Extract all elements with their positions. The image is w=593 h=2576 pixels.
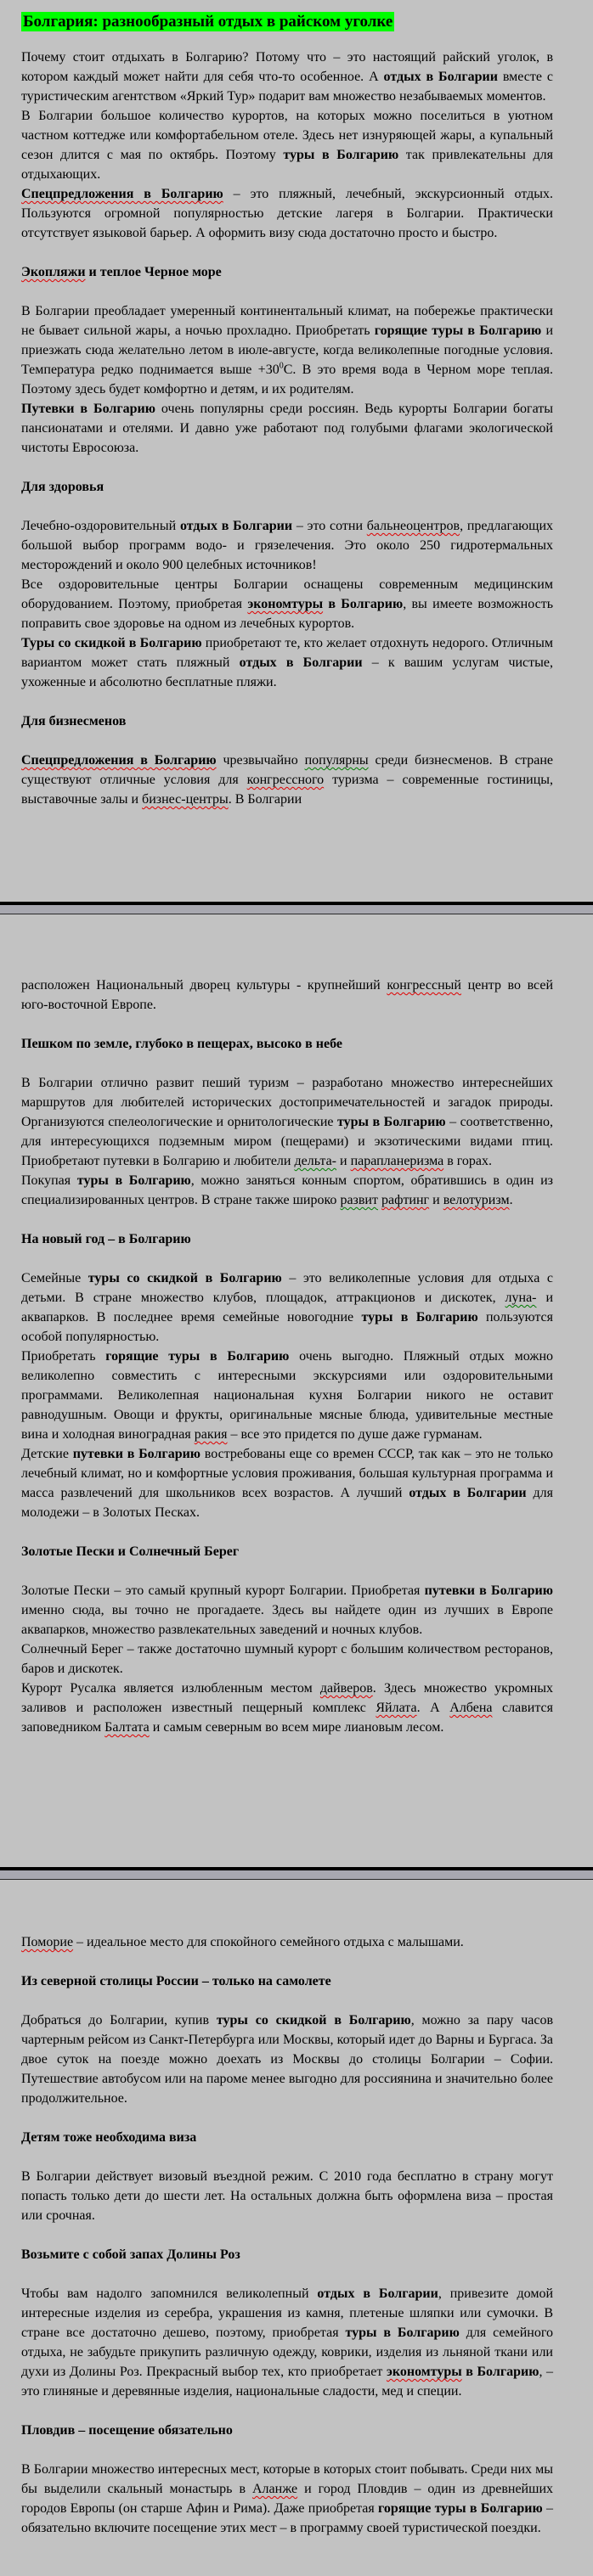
spellcheck-marked-text: экономтуры: [247, 597, 324, 611]
text-run: .: [509, 1193, 513, 1207]
text-run: чрезвычайно: [216, 753, 305, 768]
text-run: – все это придется по душе даже гурманам.: [227, 1427, 483, 1442]
text-run: туризма – современные гостиницы, выставочные залы и: [21, 773, 554, 807]
spellcheck-marked-text: дайверов: [319, 1681, 373, 1696]
paragraph: [21, 1581, 553, 1640]
spellcheck-marked-text: рафтинг: [381, 1193, 430, 1207]
text-run: В Болгарии множество интересных мест, которые в которых стоит побывать. Среди них мы бы выделили скальный монастырь в: [21, 2462, 553, 2496]
paragraph: [21, 1073, 553, 1171]
text-run: , вы имеете возможность поправить свое здоровье на одном из лечебных курортов.: [21, 597, 554, 631]
text-run: очень выгодно. Пляжный отдых можно великолепно совместить с интересными экскурсиями или оздоровительными программами. Великолепная национальная кухня Болгарии никого не оставит равнодушным. Овощи и фрукты, оригинальные мясные блюда, удивительные местные вина и холодная виноградная: [21, 1349, 554, 1442]
spellcheck-marked-text: Спецпредложения в Болгарию: [21, 753, 217, 768]
text-run: центр во всей юго-восточной Европе.: [21, 978, 554, 1012]
spellcheck-marked-text: Балтата: [104, 1720, 150, 1735]
section-heading: [21, 2421, 553, 2440]
text-run: На новый год – в Болгарию: [21, 1232, 191, 1246]
text-run: , – это глиняные и деревянные изделия, национальные сладости, мед и специи.: [21, 2365, 553, 2399]
paragraph: [21, 2011, 553, 2108]
text-run: славится заповедником: [21, 1701, 554, 1735]
text-run: для молодежи – в Золотых Песках.: [21, 1486, 554, 1520]
text-run: – это великолепные условия для отдыха с детьми. В стране множество клубов, площадок, аттракционов и дискотек,: [21, 1271, 554, 1305]
spellcheck-marked-text: бизнес-центры: [142, 792, 229, 807]
paragraph: [21, 1444, 553, 1522]
text-run: туры в Болгарию: [361, 1310, 478, 1325]
text-run: Для здоровья: [21, 480, 104, 494]
text-run: . В Болгарии: [228, 792, 302, 807]
page-break: [0, 1867, 593, 1880]
text-run: – соответственно, для интересующихся подземным миром (пещерами) и экзотическими видами птиц. Приобретают путевки в Болгарию и любители: [21, 1115, 553, 1168]
spellcheck-marked-text: конгрессного: [246, 773, 325, 787]
text-run: Чтобы вам надолго запомнился великолепный: [21, 2286, 318, 2301]
text-run: – идеальное место для спокойного семейного отдыха с малышами.: [73, 1935, 464, 1949]
text-run: востребованы еще со времен СССР, так как – это не только лечебный климат, но и комфортные условия проживания, большая культурная программа и масса развлечений для школьников всех возрастов. А лучший: [21, 1447, 553, 1500]
paragraph: [21, 751, 553, 809]
text-run: Детям тоже необходима виза: [21, 2130, 197, 2145]
section-heading: [21, 262, 553, 282]
text-run: горящие туры в Болгарию: [378, 2501, 543, 2516]
text-run: Добраться до Болгарии, купив: [21, 2013, 217, 2028]
text-run: расположен Национальный дворец культуры - крупнейший: [21, 978, 387, 993]
spellcheck-marked-text: Экопляжи: [21, 265, 86, 279]
paragraph: [21, 2167, 553, 2225]
text-run: , можно за пару часов чартерным рейсом из Санкт-Петербурга или Москвы, который идет до Варны и Бургаса. За двое суток на поезде можно доехать из Москвы до столицы Болгарии – Софии. Путешествие автобусом или на пароме менее выгодно для россиянина и значительно более продолжительное.: [21, 2013, 554, 2106]
section-heading: [21, 1542, 553, 1561]
spellcheck-marked-text: Спецпредложения в Болгарию: [21, 187, 223, 201]
spellcheck-marked-text: развит: [340, 1193, 378, 1207]
paragraph: [21, 1268, 553, 1347]
text-run: , предлагающих большой выбор программ водо- и грязелечения. Это около 250 гидротермальных месторождений и около 900 целебных источников!: [21, 519, 554, 572]
text-run: Путевки в Болгарию: [21, 402, 155, 416]
text-run: Возьмите с собой запах Долины Роз: [21, 2247, 240, 2262]
text-run: в Болгарию: [323, 597, 404, 611]
section-heading: [21, 1034, 553, 1054]
text-run: Почему стоит отдыхать в Болгарию? Потому что – это настоящий райский уголок, в котором каждый может найти для себя что-то особенное. А: [21, 50, 553, 84]
text-run: отдых в Болгарии: [239, 655, 363, 670]
page-1: [0, 0, 593, 902]
text-run: – это сотни: [292, 519, 367, 533]
section-heading: [21, 477, 553, 497]
spellcheck-marked-text: Яйлата: [376, 1701, 417, 1715]
spellcheck-marked-text: Албена: [449, 1701, 493, 1715]
text-run: и самым северным во всем мире лиановым лесом.: [149, 1720, 444, 1735]
text-run: так привлекательны для отдыхающих.: [21, 148, 553, 182]
text-run: горящие туры в Болгарию: [105, 1349, 290, 1364]
text-run: отдых в Болгарии: [317, 2286, 438, 2301]
text-run: и теплое Черное море: [85, 265, 222, 279]
page-break: [0, 902, 593, 914]
text-run: горящие туры в Болгарию: [374, 323, 542, 338]
text-run: . Здесь множество укромных заливов и расположен известный пещерный комплекс: [21, 1681, 554, 1715]
paragraph: [21, 1679, 553, 1737]
text-run: вместе с туристическим агентством «Яркий Тур» подарит вам множество незабываемых моментов.: [21, 70, 554, 104]
text-run: туры в Болгарию: [283, 148, 399, 162]
paragraph: [21, 48, 553, 106]
section-heading: [21, 1971, 553, 1991]
text-run: Все оздоровительные центры Болгарии оснащены современным медицинским оборудованием. Поэтому, приобретая: [21, 577, 553, 611]
document-title: [21, 11, 553, 32]
text-run: туры со скидкой в Болгарию: [88, 1271, 282, 1285]
spellcheck-marked-text: велотуризм: [443, 1193, 510, 1207]
paragraph: [21, 2460, 553, 2538]
spellcheck-marked-text: экономтуры: [386, 2365, 462, 2379]
text-run: Туры со скидкой в Болгарию: [21, 636, 202, 650]
text-run: отдых в Болгарии: [409, 1486, 527, 1500]
text-run: и аквапарков. В последнее время семейные новогодние: [21, 1291, 554, 1325]
text-run: Для бизнесменов: [21, 714, 127, 728]
text-run: путевки в Болгарию: [424, 1583, 554, 1598]
text-run: туры в Болгарию: [345, 2326, 460, 2340]
text-run: В Болгарии отлично развит пеший туризм – разработано множество интереснейших маршрутов для любителей исторических достопримечательностей и загадок природы. Организуются спелеологические и орнитологические: [21, 1076, 553, 1129]
paragraph: [21, 106, 553, 184]
text-run: туры в Болгарию: [76, 1173, 191, 1188]
text-run: в горах.: [443, 1154, 493, 1168]
text-run: Золотые Пески и Солнечный Берег: [21, 1544, 240, 1559]
spellcheck-marked-text: популярны: [304, 753, 369, 768]
text-run: и: [336, 1154, 351, 1168]
text-run: В Болгарии действует визовый въездной режим. С 2010 года бесплатно в страну могут попасть только дети до шести лет. На остальных должна быть оформлена виза – простая или срочная.: [21, 2169, 553, 2223]
paragraph: [21, 976, 553, 1015]
text-run: туры со скидкой в Болгарию: [216, 2013, 411, 2028]
text-run: Лечебно-оздоровительный: [21, 519, 180, 533]
paragraph: [21, 516, 553, 575]
text-run: отдых в Болгарии: [383, 70, 498, 84]
paragraph: [21, 184, 553, 243]
text-run: 0: [279, 361, 284, 371]
page-2: [0, 914, 593, 1867]
text-run: Из северной столицы России – только на самолете: [21, 1974, 331, 1988]
text-run: Пешком по земле, глубоко в пещерах, высоко в небе: [21, 1037, 342, 1051]
text-run: для семейного отдыха, не забудьте прикупить различную одежду, коврики, изделия из льняной ткани или духи из Долины Роз. Прекрасный выбор тех, кто приобретает: [21, 2326, 554, 2379]
text-run: Болгария: разнообразный отдых в райском уголке: [23, 13, 393, 31]
text-run: Покупая: [21, 1173, 77, 1188]
text-run: именно сюда, вы точно не прогадаете. Здесь вы найдете один из лучших в Европе аквапарков, множество развлекательных заведений и ночных клубов.: [21, 1603, 553, 1637]
text-run: , привезите домой интересные изделия из серебра, украшения из камня, плетеные шляпки или сумочки. В стране все достаточно дешево, поэтому, приобретая: [21, 2286, 554, 2340]
text-run: и приезжать сюда желательно летом в июле-августе, когда великолепные погодные условия. Температура редко поднимается выше +30: [21, 323, 554, 377]
text-run: очень популярны среди россиян. Ведь курорты Болгарии богаты пансионатами и отелями. И давно уже работают под голубыми флагами экологической чистоты Евросоюза.: [21, 402, 553, 455]
page-break-band: [0, 905, 593, 914]
text-run: пользуются особой популярностью.: [21, 1310, 553, 1344]
text-run: и: [429, 1193, 443, 1207]
text-run: Семейные: [21, 1271, 88, 1285]
paragraph: [21, 301, 553, 399]
text-run: Курорт Русалка является излюбленным местом: [21, 1681, 320, 1696]
paragraph: [21, 1171, 553, 1210]
spellcheck-marked-text: Аланже: [251, 2482, 298, 2496]
spellcheck-marked-text: ракия: [194, 1427, 228, 1442]
text-run: – это пляжный, лечебный, экскурсионный отдых. Пользуются огромной популярностью детские лагеря в Болгарии. Практически отсутствует языковой барьер. А оформить визу сюда достаточно просто и быстро.: [21, 187, 553, 240]
spellcheck-marked-text: дельта-: [294, 1154, 336, 1168]
text-run: – к вашим услугам чистые, ухоженные и абсолютно бесплатные пляжи.: [21, 655, 554, 689]
paragraph: [21, 1640, 553, 1679]
text-run: , можно заняться конным спортом, обратившись в один из специализированных центров. В стране также широко: [21, 1173, 553, 1207]
text-run: и город Пловдив – один из древнейших городов Европы (он старше Афин и Рима). Даже приобретая: [21, 2482, 554, 2516]
page-break-band: [0, 1870, 593, 1880]
text-run: . А: [416, 1701, 450, 1715]
text-run: Золотые Пески – это самый крупный курорт Болгарии. Приобретая: [21, 1583, 425, 1598]
section-heading: [21, 2128, 553, 2147]
paragraph: [21, 1932, 553, 1952]
paragraph: [21, 399, 553, 458]
section-heading: [21, 711, 553, 731]
text-run: среди бизнесменов. В стране существуют отличные условия для: [21, 753, 554, 787]
paragraph: [21, 1347, 553, 1444]
paragraph: [21, 633, 553, 692]
text-run: В Болгарии преобладает умеренный континентальный климат, на побережье практически не бывает сильной жары, а ночью прохладно. Приобретать: [21, 304, 553, 338]
section-heading: [21, 1229, 553, 1249]
text-run: С. В это время вода в Черном море теплая. Поэтому здесь будет комфортно и детям, и их родителям.: [21, 363, 554, 397]
text-run: туры в Болгарию: [336, 1115, 446, 1129]
text-run: в Болгарию: [461, 2365, 539, 2379]
text-run: – обязательно включите посещение этих мест – в программу своей туристической поездки.: [21, 2501, 554, 2535]
text-run: отдых в Болгарии: [179, 519, 293, 533]
text-run: Приобретать: [21, 1349, 106, 1364]
text-run: Пловдив – посещение обязательно: [21, 2423, 233, 2438]
spellcheck-marked-text: Поморие: [21, 1935, 74, 1949]
spellcheck-marked-text: бальнеоцентров: [366, 519, 460, 533]
paragraph: [21, 575, 553, 633]
text-run: путевки в Болгарию: [72, 1447, 201, 1461]
spellcheck-marked-text: парапланеризма: [350, 1154, 444, 1168]
text-run: Детские: [21, 1447, 73, 1461]
spellcheck-marked-text: конгрессный: [387, 978, 461, 993]
page-3: [0, 1880, 593, 2576]
text-run: приобретают те, кто желает отдохнуть недорого. Отличным вариантом может стать пляжный: [21, 636, 553, 670]
spellcheck-marked-text: луна-: [505, 1291, 537, 1305]
section-heading: [21, 2245, 553, 2264]
paragraph: [21, 2284, 553, 2401]
text-run: В Болгарии большое количество курортов, на которых можно поселиться в уютном частном коттедже или комфортабельном отеле. Здесь нет изнуряющей жары, а купальный сезон длится с мая по октябрь. Поэтому: [21, 109, 553, 162]
text-run: Солнечный Берег – также достаточно шумный курорт с большим количеством ресторанов, баров и дискотек.: [21, 1642, 553, 1676]
